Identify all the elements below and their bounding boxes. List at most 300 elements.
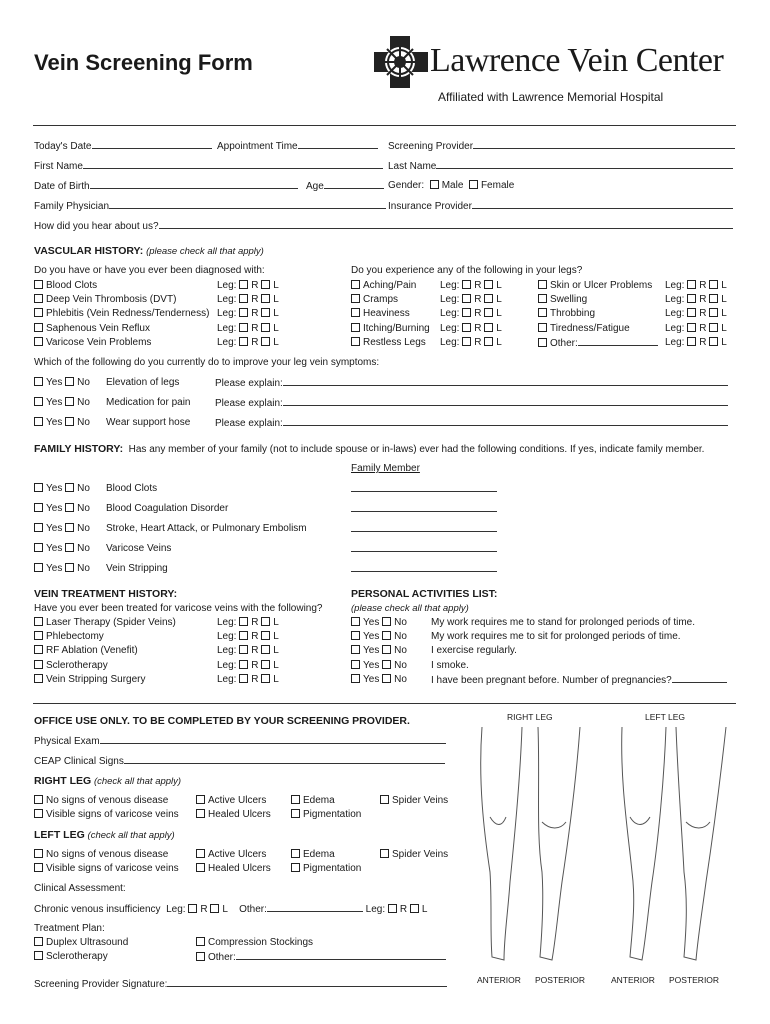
label: L: [721, 336, 727, 348]
family-member-line[interactable]: [351, 523, 497, 532]
vascular-heading: VASCULAR HISTORY:: [34, 245, 144, 257]
label: Leg:: [217, 659, 237, 671]
checkbox[interactable]: [34, 631, 43, 640]
yes-no: [351, 660, 407, 671]
label: L: [721, 294, 727, 306]
checkbox[interactable]: [65, 397, 74, 406]
label: R: [699, 280, 707, 291]
checkbox[interactable]: [210, 904, 219, 913]
label: I smoke.: [431, 659, 469, 671]
sign-item[interactable]: [291, 849, 335, 860]
physical-exam-field[interactable]: Physical Exam: [34, 735, 446, 747]
leg-select: [217, 280, 279, 291]
label: R: [251, 280, 259, 291]
first-name-field[interactable]: First Name: [34, 160, 383, 172]
checkbox[interactable]: [709, 280, 718, 289]
family-member-field[interactable]: [351, 543, 497, 555]
chronic-venous-row: Chronic venous insufficiency Leg: R L Other: Leg: R L: [34, 904, 428, 915]
label: Cramps: [363, 294, 399, 306]
treatment-item[interactable]: [34, 631, 104, 642]
plan-item[interactable]: Compression Stockings: [196, 937, 313, 948]
checkbox[interactable]: [462, 337, 471, 346]
checkbox[interactable]: [34, 543, 43, 552]
leg-outline: [676, 727, 726, 960]
checkbox[interactable]: [261, 645, 270, 654]
age-field[interactable]: Age: [306, 180, 384, 192]
sign-item[interactable]: [196, 863, 271, 874]
sign-item[interactable]: [196, 849, 266, 860]
checkbox[interactable]: [709, 308, 718, 317]
diagram-left-label: LEFT LEG: [645, 712, 685, 722]
explain-line[interactable]: [283, 397, 728, 406]
explain-line[interactable]: [283, 417, 728, 426]
checkbox[interactable]: [34, 323, 43, 332]
label: Blood Clots: [46, 280, 98, 291]
symptom-item[interactable]: [538, 337, 658, 349]
checkbox[interactable]: [388, 904, 397, 913]
checkbox[interactable]: [239, 337, 248, 346]
checkbox[interactable]: [34, 417, 43, 426]
label: No: [77, 483, 90, 494]
family-member-line[interactable]: [351, 563, 497, 572]
male-checkbox[interactable]: [430, 180, 439, 189]
sign-item[interactable]: [34, 809, 179, 820]
label: R: [251, 645, 259, 657]
label: Leg:: [217, 645, 237, 657]
label: Swelling: [550, 294, 588, 306]
checkbox[interactable]: [351, 308, 360, 317]
checkbox[interactable]: [351, 617, 360, 626]
other-field[interactable]: [578, 337, 658, 346]
label: Leg:: [665, 308, 685, 320]
checkbox[interactable]: [484, 280, 493, 289]
sign-item[interactable]: [34, 795, 168, 806]
checkbox[interactable]: [65, 543, 74, 552]
checkbox[interactable]: [484, 337, 493, 346]
checkbox[interactable]: [65, 523, 74, 532]
checkbox[interactable]: [462, 323, 471, 332]
leg-diagram: [470, 722, 740, 972]
label: L: [496, 280, 502, 291]
checkbox[interactable]: [196, 849, 205, 858]
activities-note: (please check all that apply): [351, 603, 469, 614]
label: L: [496, 308, 502, 320]
checkbox[interactable]: [34, 863, 43, 872]
label: No: [77, 397, 90, 408]
explain-field[interactable]: [215, 417, 728, 429]
checkbox[interactable]: [261, 294, 270, 303]
label: Yes: [363, 659, 380, 671]
affiliation: Affiliated with Lawrence Memorial Hospital: [438, 90, 664, 104]
leg-select: [440, 294, 502, 305]
yes-no: [34, 417, 90, 428]
symptom-item[interactable]: [538, 323, 630, 334]
checkbox[interactable]: [239, 294, 248, 303]
explain-field[interactable]: [215, 377, 728, 389]
pregnancies-field[interactable]: [672, 674, 727, 683]
leg-select: [217, 674, 279, 685]
symptom-item[interactable]: [538, 280, 652, 291]
label: L: [273, 280, 279, 291]
checkbox[interactable]: [484, 294, 493, 303]
sign-item[interactable]: [34, 863, 179, 874]
ceap-field[interactable]: CEAP Clinical Signs: [34, 755, 445, 767]
checkbox[interactable]: [351, 294, 360, 303]
checkbox[interactable]: [34, 294, 43, 303]
diagnosis-item[interactable]: [34, 308, 209, 319]
label: L: [273, 336, 279, 348]
checkbox[interactable]: [34, 483, 43, 492]
yes-no: [34, 543, 90, 554]
checkbox[interactable]: [65, 483, 74, 492]
checkbox[interactable]: [65, 417, 74, 426]
checkbox[interactable]: [239, 645, 248, 654]
checkbox[interactable]: [538, 280, 547, 289]
family-member-line[interactable]: [351, 543, 497, 552]
checkbox[interactable]: [380, 795, 389, 804]
checkbox[interactable]: [261, 323, 270, 332]
improvement-item: Elevation of legs: [106, 377, 180, 388]
label: Itching/Burning: [363, 322, 430, 334]
diagnosis-item[interactable]: [34, 323, 150, 334]
signature-field[interactable]: Screening Provider Signature:: [34, 978, 447, 990]
appointment-time-field[interactable]: Appointment Time: [217, 140, 378, 152]
treatment-item[interactable]: [34, 674, 146, 685]
label: No: [77, 563, 90, 574]
checkbox[interactable]: [351, 660, 360, 669]
activity-item: [431, 617, 695, 628]
symptom-item[interactable]: [351, 337, 426, 348]
checkbox[interactable]: [291, 849, 300, 858]
checkbox[interactable]: [538, 308, 547, 317]
label: R: [251, 322, 259, 334]
checkbox[interactable]: [239, 631, 248, 640]
checkbox[interactable]: [291, 795, 300, 804]
symptoms-question: Do you experience any of the following in your legs?: [351, 265, 583, 276]
checkbox[interactable]: [687, 337, 696, 346]
checkbox[interactable]: [188, 904, 197, 913]
gender-field: Gender: Male Female: [388, 180, 515, 191]
sunflower-logo-icon: [372, 34, 430, 90]
checkbox[interactable]: [34, 397, 43, 406]
checkbox[interactable]: [65, 503, 74, 512]
checkbox[interactable]: [34, 617, 43, 626]
label: Leg:: [217, 631, 237, 643]
label: Leg:: [665, 322, 685, 334]
treatment-heading: VEIN TREATMENT HISTORY:: [34, 588, 178, 600]
checkbox[interactable]: [382, 631, 391, 640]
checkbox[interactable]: [34, 377, 43, 386]
sign-item[interactable]: [380, 795, 448, 806]
treatment-item[interactable]: [34, 660, 108, 671]
label: L: [273, 294, 279, 306]
leg-outline: [490, 817, 506, 825]
checkbox[interactable]: [382, 645, 391, 654]
diagnosis-item[interactable]: [34, 294, 176, 305]
family-condition: Blood Clots: [106, 483, 158, 494]
treatment-question: Have you ever been treated for varicose veins with the following?: [34, 603, 323, 614]
family-physician-field[interactable]: Family Physician: [34, 200, 386, 212]
family-member-field[interactable]: [351, 563, 497, 575]
family-heading: FAMILY HISTORY:: [34, 443, 124, 455]
label: RF Ablation (Venefit): [46, 645, 138, 657]
label: Yes: [46, 483, 63, 494]
other-field[interactable]: [267, 903, 363, 912]
family-condition: Varicose Veins: [106, 543, 172, 554]
checkbox[interactable]: [34, 280, 43, 289]
checkbox[interactable]: [261, 280, 270, 289]
label: Leg:: [440, 280, 460, 291]
checkbox[interactable]: [34, 563, 43, 572]
label: R: [699, 322, 707, 334]
checkbox[interactable]: [261, 631, 270, 640]
dob-field[interactable]: Date of Birth: [34, 180, 298, 192]
leg-outline: [538, 727, 580, 960]
checkbox[interactable]: [239, 323, 248, 332]
treatment-item[interactable]: [34, 645, 138, 656]
checkbox[interactable]: [462, 294, 471, 303]
explain-field[interactable]: [215, 397, 728, 409]
explain-line[interactable]: [283, 377, 728, 386]
checkbox[interactable]: [709, 294, 718, 303]
label: Yes: [363, 617, 380, 628]
label: Pigmentation: [303, 863, 362, 874]
label: L: [721, 308, 727, 320]
checkbox[interactable]: [351, 674, 360, 683]
label: Yes: [46, 543, 63, 554]
checkbox[interactable]: [687, 294, 696, 303]
checkbox[interactable]: [380, 849, 389, 858]
sign-item[interactable]: [380, 849, 448, 860]
checkbox[interactable]: [291, 809, 300, 818]
checkbox[interactable]: [382, 617, 391, 626]
checkbox[interactable]: [65, 563, 74, 572]
checkbox[interactable]: [34, 308, 43, 317]
logo-wordmark: Lawrence Vein Center: [430, 42, 724, 79]
symptom-item[interactable]: [351, 323, 430, 334]
label: No: [77, 543, 90, 554]
hear-about-field[interactable]: How did you hear about us?: [34, 220, 733, 232]
label: R: [251, 617, 259, 628]
symptom-item[interactable]: [351, 280, 416, 291]
label: L: [273, 617, 279, 628]
label: Yes: [46, 417, 63, 428]
label: L: [273, 645, 279, 657]
last-name-field[interactable]: Last Name: [388, 160, 733, 172]
checkbox[interactable]: [351, 280, 360, 289]
label: No: [394, 673, 407, 685]
label: Skin or Ulcer Problems: [550, 280, 653, 291]
diagnosis-item[interactable]: [34, 337, 151, 348]
checkbox[interactable]: [34, 849, 43, 858]
label: Edema: [303, 849, 335, 860]
family-member-field[interactable]: [351, 523, 497, 535]
checkbox[interactable]: [351, 337, 360, 346]
label: R: [474, 280, 482, 291]
checkbox[interactable]: [239, 308, 248, 317]
family-condition: Blood Coagulation Disorder: [106, 503, 229, 514]
checkbox[interactable]: [462, 280, 471, 289]
label: Yes: [46, 397, 63, 408]
family-member-field[interactable]: [351, 503, 497, 515]
label: Yes: [46, 377, 63, 388]
activity-item: [431, 660, 469, 671]
yes-no: [34, 397, 90, 408]
leg-select: [440, 337, 502, 348]
symptom-item[interactable]: [351, 294, 398, 305]
sign-item[interactable]: [291, 863, 361, 874]
leg-select: [217, 308, 279, 319]
family-member-line[interactable]: [351, 483, 497, 492]
checkbox[interactable]: [196, 795, 205, 804]
female-checkbox[interactable]: [469, 180, 478, 189]
label: Leg:: [440, 322, 460, 334]
symptom-item[interactable]: [538, 294, 587, 305]
right-leg-heading: RIGHT LEG: [34, 775, 92, 787]
checkbox[interactable]: [196, 863, 205, 872]
label: R: [474, 336, 482, 348]
label: Saphenous Vein Reflux: [46, 322, 150, 334]
checkbox[interactable]: [462, 308, 471, 317]
leg-select: [217, 337, 279, 348]
yes-no: [351, 645, 407, 656]
activities-heading: PERSONAL ACTIVITIES LIST:: [351, 588, 498, 600]
checkbox[interactable]: [261, 660, 270, 669]
family-member-line[interactable]: [351, 503, 497, 512]
label: L: [721, 322, 727, 334]
checkbox[interactable]: [34, 337, 43, 346]
checkbox[interactable]: [687, 323, 696, 332]
sign-item[interactable]: [34, 849, 168, 860]
yes-no: [34, 523, 90, 534]
checkbox[interactable]: [484, 308, 493, 317]
plan-item[interactable]: Duplex Ultrasound: [34, 937, 128, 948]
checkbox[interactable]: [382, 660, 391, 669]
label: Active Ulcers: [208, 849, 267, 860]
treatment-item[interactable]: [34, 617, 176, 628]
checkbox[interactable]: [687, 280, 696, 289]
label: Spider Veins: [392, 849, 449, 860]
leg-select: [665, 323, 727, 334]
checkbox[interactable]: [351, 323, 360, 332]
yes-no: [34, 503, 90, 514]
checkbox[interactable]: [34, 809, 43, 818]
leg-select: [665, 308, 727, 319]
checkbox[interactable]: [34, 660, 43, 669]
label: R: [699, 336, 707, 348]
todays-date-field[interactable]: Today's Date: [34, 140, 212, 152]
checkbox[interactable]: [410, 904, 419, 913]
checkbox[interactable]: [538, 323, 547, 332]
checkbox[interactable]: [261, 617, 270, 626]
checkbox[interactable]: [351, 631, 360, 640]
checkbox[interactable]: [709, 337, 718, 346]
checkbox[interactable]: [239, 280, 248, 289]
label: Leg:: [217, 617, 237, 628]
symptom-item[interactable]: [538, 308, 595, 319]
label: R: [251, 336, 259, 348]
sign-item[interactable]: [196, 809, 271, 820]
yes-no: [34, 377, 90, 388]
sign-item[interactable]: [291, 809, 361, 820]
label: L: [496, 322, 502, 334]
label: Throbbing: [550, 308, 596, 320]
posterior-label: POSTERIOR: [535, 975, 586, 985]
checkbox[interactable]: [687, 308, 696, 317]
checkbox[interactable]: [538, 294, 547, 303]
label: Yes: [363, 631, 380, 643]
checkbox[interactable]: [239, 617, 248, 626]
checkbox[interactable]: [34, 674, 43, 683]
checkbox[interactable]: [538, 338, 547, 347]
label: R: [474, 308, 482, 320]
label: Leg:: [217, 280, 237, 291]
checkbox[interactable]: [484, 323, 493, 332]
improvement-item: Medication for pain: [106, 397, 191, 408]
checkbox[interactable]: [34, 795, 43, 804]
label: Healed Ulcers: [208, 863, 271, 874]
checkbox[interactable]: [239, 674, 248, 683]
leg-outline: [481, 727, 522, 960]
symptom-item[interactable]: [351, 308, 410, 319]
sign-item[interactable]: [196, 795, 266, 806]
plan-item[interactable]: Sclerotherapy: [34, 951, 108, 962]
left-leg-heading: LEFT LEG: [34, 829, 85, 841]
leg-select: [217, 645, 279, 656]
checkbox[interactable]: [261, 308, 270, 317]
label: Restless Legs: [363, 336, 426, 348]
label: L: [273, 659, 279, 671]
label: Leg:: [440, 308, 460, 320]
checkbox[interactable]: [709, 323, 718, 332]
checkbox[interactable]: [34, 645, 43, 654]
label: My work requires me to sit for prolonged periods of time.: [431, 631, 681, 643]
label: No: [77, 417, 90, 428]
plan-item[interactable]: Other:: [196, 951, 446, 963]
checkbox[interactable]: [239, 660, 248, 669]
diagnosis-item[interactable]: [34, 280, 97, 291]
activity-item: [431, 631, 681, 642]
checkbox[interactable]: [261, 337, 270, 346]
leg-select: [440, 280, 502, 291]
label: Yes: [363, 645, 380, 657]
checkbox[interactable]: [291, 863, 300, 872]
anterior-label: ANTERIOR: [477, 975, 521, 985]
label: No: [77, 503, 90, 514]
label: No: [394, 631, 407, 643]
sign-item[interactable]: [291, 795, 335, 806]
family-member-field[interactable]: [351, 483, 497, 495]
label: L: [273, 673, 279, 685]
page-title: Vein Screening Form: [34, 50, 253, 75]
checkbox[interactable]: [382, 674, 391, 683]
label: L: [496, 294, 502, 306]
yes-no: [34, 483, 90, 494]
screening-provider-field[interactable]: Screening Provider: [388, 140, 735, 152]
leg-outline: [686, 822, 710, 828]
leg-select: [217, 323, 279, 334]
checkbox[interactable]: [65, 377, 74, 386]
insurance-field[interactable]: Insurance Provider: [388, 200, 733, 212]
checkbox[interactable]: [34, 523, 43, 532]
leg-select: [217, 660, 279, 671]
label: Visible signs of varicose veins: [46, 809, 179, 820]
checkbox[interactable]: [351, 645, 360, 654]
checkbox[interactable]: [196, 809, 205, 818]
label: Leg:: [217, 336, 237, 348]
checkbox[interactable]: [34, 503, 43, 512]
checkbox[interactable]: [261, 674, 270, 683]
